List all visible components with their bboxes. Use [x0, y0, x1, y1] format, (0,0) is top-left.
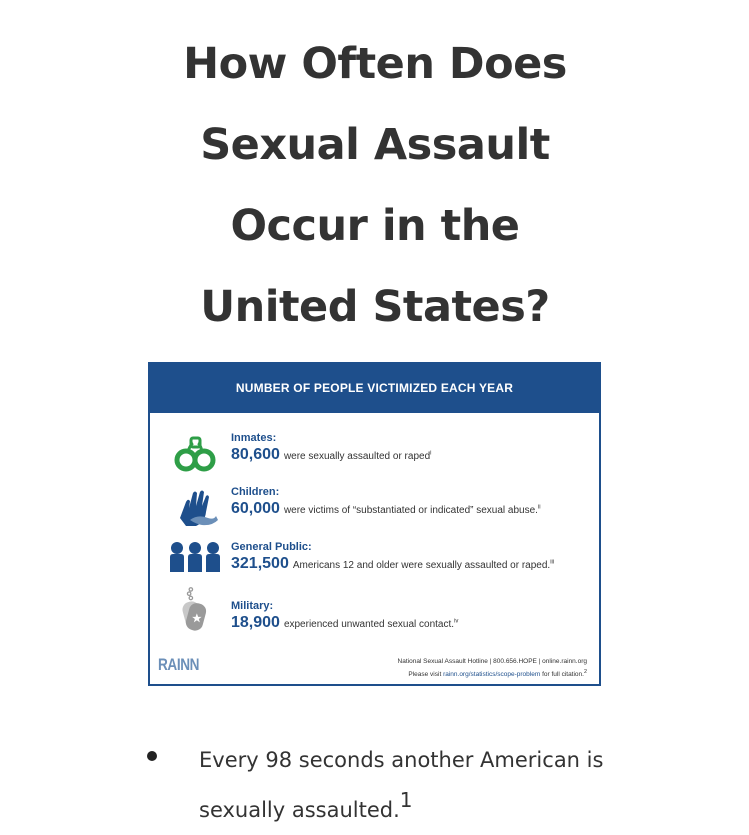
title-line: United States? — [200, 282, 550, 332]
hotline-line: National Sexual Assault Hotline | 800.656.HOPE | online.rainn.org — [397, 658, 587, 665]
citation-link[interactable]: rainn.org/statistics/scope-problem — [443, 671, 541, 679]
bullet-dot-icon — [147, 751, 157, 761]
row-note: i — [430, 450, 432, 457]
footnote-link[interactable]: 1 — [399, 788, 413, 812]
row-text: were victims of “substantiated or indicated” sexual abuse. — [283, 505, 538, 516]
infographic-header: NUMBER OF PEOPLE VICTIMIZED EACH YEAR — [150, 364, 599, 413]
page-title — [60, 24, 690, 348]
rainn-logo: RAINN — [158, 655, 200, 674]
row-label: General Public: — [231, 541, 312, 553]
row-number: 18,900 — [231, 614, 280, 631]
victims-infographic — [148, 362, 601, 686]
row-number: 80,600 — [231, 446, 280, 463]
row-stat — [231, 446, 431, 464]
row-stat — [231, 500, 541, 518]
people-group-icon — [168, 538, 222, 586]
handcuffs-icon — [172, 430, 220, 478]
row-label: Inmates: — [231, 432, 277, 444]
title-line: Sexual Assault — [200, 120, 550, 170]
row-number: 60,000 — [231, 500, 280, 517]
row-note: iii — [550, 559, 555, 566]
row-stat — [231, 555, 554, 573]
row-label: Children: — [231, 486, 280, 498]
title-line: Occur in the — [230, 201, 520, 251]
dog-tag-icon — [172, 586, 220, 634]
row-number: 321,500 — [231, 555, 289, 572]
citation-suffix: for full citation. — [542, 671, 584, 679]
row-text: Americans 12 and older were sexually assaulted or raped. — [292, 560, 551, 571]
citation-prefix: Please visit — [408, 671, 442, 679]
title-line: How Often Does — [183, 39, 567, 89]
child-hand-icon — [172, 484, 220, 532]
row-note: iv — [454, 618, 459, 625]
bullet-item — [199, 735, 639, 835]
citation-line — [398, 667, 587, 680]
citation-note: 2 — [583, 669, 587, 675]
row-text: were sexually assaulted or raped — [283, 451, 431, 462]
row-stat — [231, 614, 458, 632]
hotline-info — [398, 656, 587, 680]
bullet-text: Every 98 seconds another American is sexually assaulted. — [199, 748, 604, 822]
row-text: experienced unwanted sexual contact. — [283, 619, 455, 630]
row-label: Military: — [231, 600, 274, 612]
row-note: ii — [537, 504, 541, 511]
